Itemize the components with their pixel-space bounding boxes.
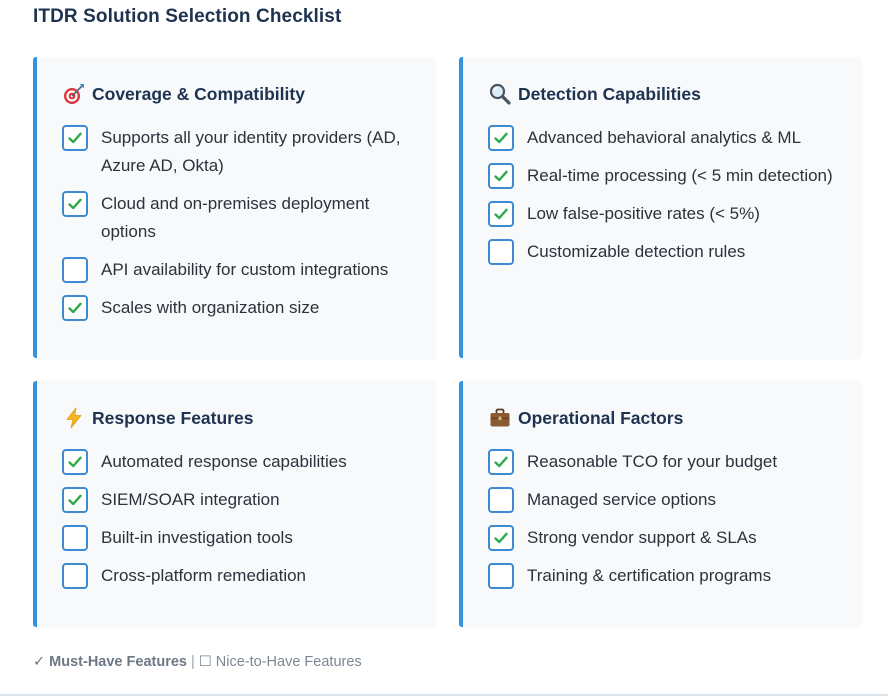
checklist-item[interactable] [62,125,422,180]
checklist [488,449,848,601]
section-title: Response Features [92,407,254,428]
target-icon [62,82,86,106]
check-icon [67,492,83,508]
section-header [488,406,683,430]
magnifier-icon [488,82,512,106]
check-icon [493,454,509,470]
check-icon [493,130,509,146]
item-label: Scales with organization size [101,298,320,317]
section-response-features [33,381,435,627]
checkbox-checked[interactable] [62,295,88,321]
checkbox-unchecked[interactable] [62,563,88,589]
checklist-item[interactable] [62,449,422,476]
checklist-item[interactable] [62,257,422,284]
section-header [62,406,253,430]
checkbox-checked[interactable] [62,125,88,151]
checklist-item[interactable] [62,295,422,322]
checkbox-checked[interactable] [488,163,514,189]
checklist-item[interactable] [488,487,848,514]
checklist-item[interactable] [488,525,848,552]
checkbox-unchecked[interactable] [488,239,514,265]
check-icon [67,454,83,470]
briefcase-icon [488,406,512,430]
checkbox-checked[interactable] [488,449,514,475]
lightning-icon [62,406,86,430]
check-icon [67,196,83,212]
checklist-item[interactable] [488,201,848,228]
checklist [62,125,422,333]
checklist-item[interactable] [62,525,422,552]
checklist-item[interactable] [488,563,848,590]
page-title: ITDR Solution Selection Checklist [33,6,342,27]
checkbox-unchecked[interactable] [488,487,514,513]
item-label: Supports all your identity providers (AD, Azure AD, Okta) [101,128,401,175]
checkbox-checked[interactable] [62,191,88,217]
check-icon [67,130,83,146]
section-title: Detection Capabilities [518,83,701,104]
checkbox-checked[interactable] [488,525,514,551]
check-icon [493,530,509,546]
item-label: API availability for custom integrations [101,260,389,279]
item-label: SIEM/SOAR integration [101,490,280,509]
item-label: Automated response capabilities [101,452,347,471]
section-detection-capabilities [459,57,861,358]
checklist-item[interactable] [62,191,422,246]
checkbox-unchecked[interactable] [62,257,88,283]
section-title: Coverage & Compatibility [92,83,305,104]
checklist-item[interactable] [488,449,848,476]
item-label: Advanced behavioral analytics & ML [527,128,802,147]
checklist-item[interactable] [488,239,848,266]
section-operational-factors [459,381,861,627]
legend-separator: | [190,654,195,670]
checkbox-checked[interactable] [488,201,514,227]
checklist-item[interactable] [62,563,422,590]
checklist-item[interactable] [488,125,848,152]
item-label: Real-time processing (< 5 min detection) [527,166,833,185]
item-label: Training & certification programs [527,566,772,585]
section-title: Operational Factors [518,407,684,428]
section-header [488,82,701,106]
section-header [62,82,305,106]
section-coverage-compatibility [33,57,435,358]
item-label: Low false-positive rates (< 5%) [527,204,760,223]
item-label: Managed service options [527,490,717,509]
checkbox-checked[interactable] [488,125,514,151]
item-label: Strong vendor support & SLAs [527,528,757,547]
item-label: Cloud and on-premises deployment options [101,194,370,241]
item-label: Customizable detection rules [527,242,746,261]
checkbox-checked[interactable] [62,487,88,513]
checkbox-unchecked[interactable] [488,563,514,589]
checkbox-checked[interactable] [62,449,88,475]
legend-nice-to-have: ☐ Nice-to-Have Features [198,654,362,670]
checklist-item[interactable] [62,487,422,514]
legend-must-have: ✓ Must-Have Features [33,654,187,670]
item-label: Reasonable TCO for your budget [527,452,778,471]
item-label: Cross-platform remediation [101,566,307,585]
checklist-item[interactable] [488,163,848,190]
item-label: Built-in investigation tools [101,528,293,547]
checkbox-unchecked[interactable] [62,525,88,551]
checklist [488,125,848,277]
check-icon [67,300,83,316]
check-icon [493,168,509,184]
check-icon [493,206,509,222]
legend [33,654,362,670]
checklist [62,449,422,601]
